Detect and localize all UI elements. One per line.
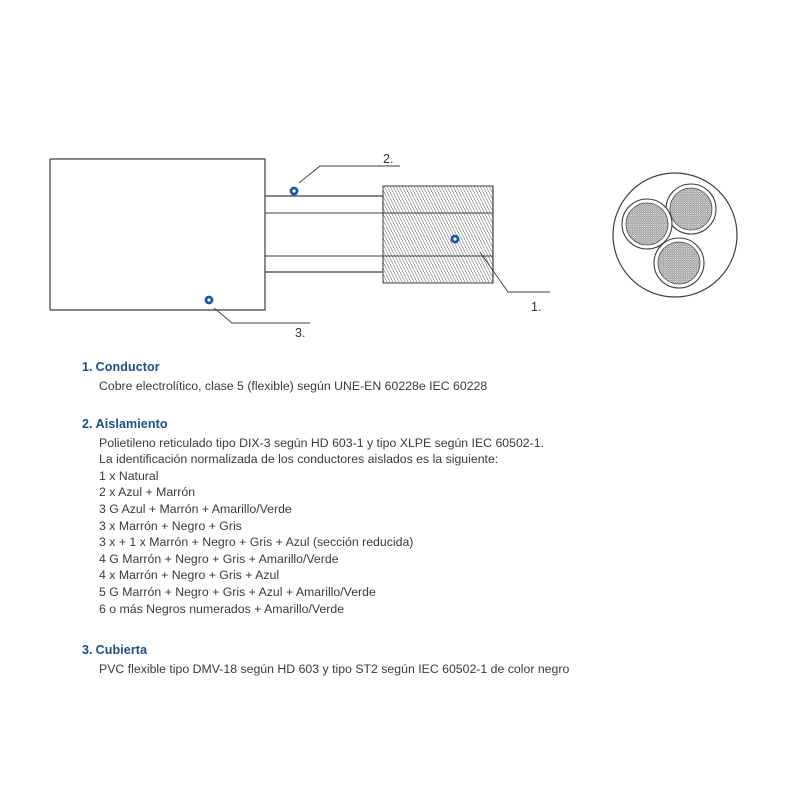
- legend-label-conductor: Conductor: [95, 360, 160, 374]
- cable-cross-section: [613, 173, 737, 297]
- legend-item-conductor: [0, 360, 800, 395]
- legend-line: 6 o más Negros numerados + Amarillo/Verde: [99, 601, 345, 616]
- legend-line: 4 x Marrón + Negro + Gris + Azul: [99, 568, 280, 583]
- callout-marker-2-dot: [292, 189, 295, 192]
- legend-line: 3 G Azul + Marrón + Amarillo/Verde: [99, 501, 292, 516]
- legend-title-aislamiento: [82, 417, 800, 431]
- cross-section-core-2: [622, 199, 672, 249]
- legend-line: 5 G Marrón + Negro + Gris + Azul + Amarillo/Verde: [99, 584, 376, 599]
- callout-label-2: 2.: [383, 152, 394, 166]
- legend-body-cubierta: [99, 661, 800, 678]
- legend-label-aislamiento: Aislamiento: [95, 416, 168, 431]
- legend-line: PVC flexible tipo DMV-18 según HD 603 y tipo ST2 según IEC 60502-1 de color negro: [99, 662, 570, 677]
- legend-line: Cobre electrolítico, clase 5 (flexible) según UNE-EN 60228e IEC 60228: [99, 379, 488, 393]
- legend-line: Polietileno reticulado tipo DIX-3 según HD 603-1 y tipo XLPE según IEC 60502-1.: [99, 435, 544, 450]
- cable-longitudinal-view: [50, 159, 493, 310]
- sheath-layer: [50, 159, 265, 310]
- legend-item-aislamiento: [0, 417, 800, 618]
- legend-label-cubierta: Cubierta: [95, 643, 148, 658]
- legend-line: La identificación normalizada de los conductores aislados es la siguiente:: [99, 452, 499, 467]
- cross-section-core-3: [654, 238, 704, 288]
- legend-number-conductor: 1.: [82, 360, 93, 374]
- conductor-strands: [383, 186, 493, 283]
- legend-line: 1 x Natural: [99, 468, 159, 483]
- legend: [0, 360, 800, 694]
- legend-body-aislamiento: [99, 435, 800, 618]
- legend-title-conductor: [82, 360, 800, 374]
- callout-marker-1-dot: [453, 237, 456, 240]
- legend-item-cubierta: [0, 643, 800, 678]
- cable-diagram-svg: [0, 0, 800, 350]
- cable-diagram: [0, 0, 800, 350]
- legend-body-conductor: [99, 378, 800, 395]
- callout-label-3: 3.: [295, 326, 306, 340]
- callout-marker-3-dot: [207, 298, 210, 301]
- legend-line: 2 x Azul + Marrón: [99, 485, 196, 500]
- legend-number-cubierta: 3.: [82, 643, 93, 658]
- legend-line: 3 x + 1 x Marrón + Negro + Gris + Azul (sección reducida): [99, 535, 414, 550]
- insulation-layer: [265, 196, 383, 272]
- legend-number-aislamiento: 2.: [82, 416, 93, 431]
- legend-line: 3 x Marrón + Negro + Gris: [99, 518, 242, 533]
- callout-3: [205, 296, 310, 340]
- legend-line: 4 G Marrón + Negro + Gris + Amarillo/Verde: [99, 551, 339, 566]
- cross-section-core-1: [666, 184, 716, 234]
- legend-title-cubierta: [82, 643, 800, 657]
- callout-label-1: 1.: [531, 300, 542, 314]
